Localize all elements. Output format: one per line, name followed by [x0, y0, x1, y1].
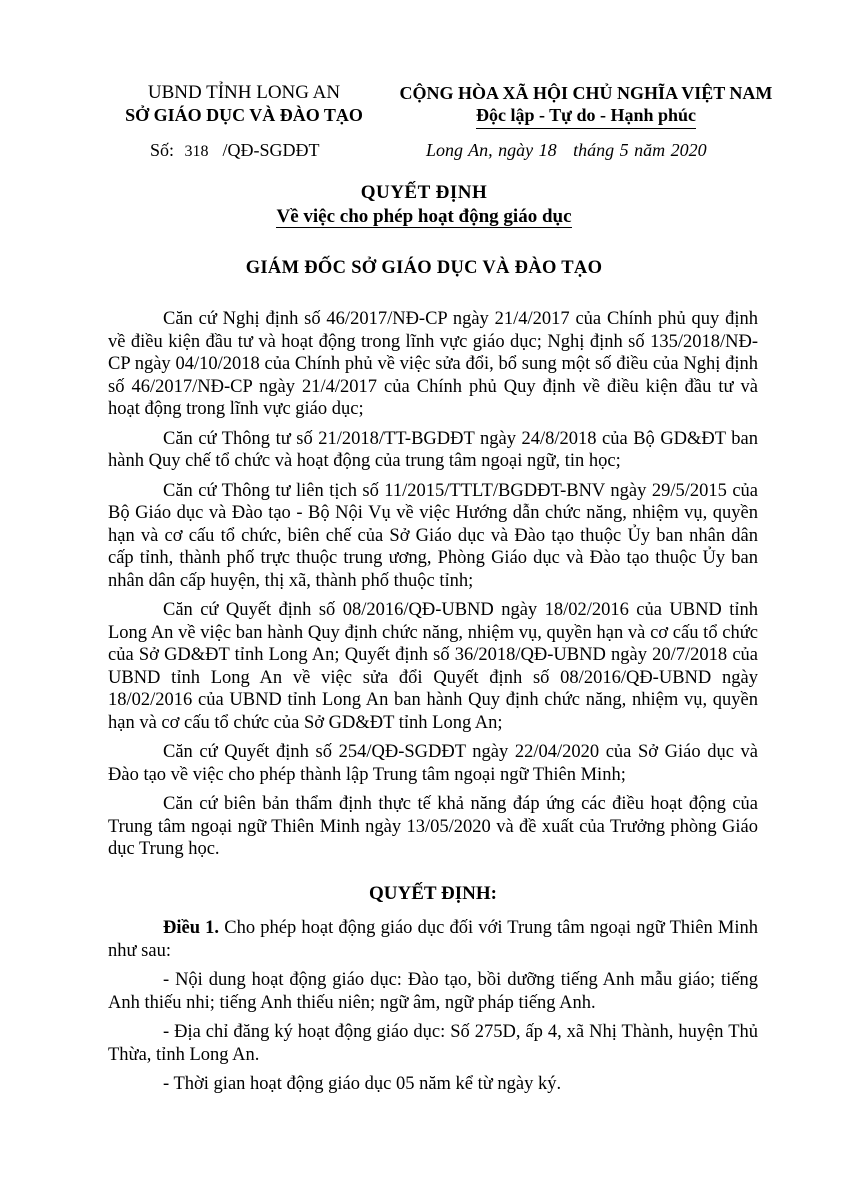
national-header	[384, 82, 788, 129]
article-label: Điều 1.	[163, 918, 220, 938]
legal-basis-paragraph: Căn cứ Thông tư liên tịch số 11/2015/TTLT/BGDĐT-BNV ngày 29/5/2015 của Bộ Giáo dục và Đào tạo - Bộ Nội Vụ về việc Hướng dẫn chức năng, nhiệm vụ, quyền hạn và cơ cấu tổ chức, biên chế của Sở Giáo dục và Đào tạo thuộc Ủy ban nhân dân cấp tỉnh, thành phố trực thuộc trung ương, Phòng Giáo dục và Đào tạo thuộc Ủy ban nhân dân cấp huyện, thị xã, thành phố thuộc tỉnh;	[108, 480, 758, 591]
issue-date: Long An, ngày 18 tháng 5 năm 2020	[426, 140, 707, 160]
document-body	[108, 308, 758, 1103]
national-motto: Độc lập - Tự do - Hạnh phúc	[476, 104, 696, 129]
number-prefix: Số:	[150, 140, 175, 160]
legal-basis-paragraph: Căn cứ Thông tư số 21/2018/TT-BGDĐT ngày 24/8/2018 của Bộ GD&ĐT ban hành Quy chế tổ chức và hoạt động của trung tâm ngoại ngữ, tin học;	[108, 428, 758, 471]
department-name: SỞ GIÁO DỤC VÀ ĐÀO TẠO	[125, 105, 363, 125]
legal-basis-paragraph: Căn cứ Quyết định số 08/2016/QĐ-UBND ngày 18/02/2016 của UBND tỉnh Long An về việc ban hành Quy định chức năng, nhiệm vụ, quyền hạn và cơ cấu tổ chức của Sở GD&ĐT tỉnh Long An; Quyết định số 36/2018/QĐ-UBND ngày 20/7/2018 của UBND tỉnh Long An về việc sửa đổi Quyết định số 08/2016/QĐ-UBND ngày 18/02/2016 của UBND tỉnh Long An ban hành Quy định chức năng, nhiệm vụ, quyền hạn và cơ cấu tổ chức của Sở GD&ĐT tỉnh Long An;	[108, 600, 758, 733]
article-item: - Nội dung hoạt động giáo dục: Đào tạo, bồi dưỡng tiếng Anh mẫu giáo; tiếng Anh thiếu nhi; tiếng Anh thiếu niên; ngữ âm, ngữ pháp tiếng Anh.	[108, 970, 758, 1013]
article-item: - Thời gian hoạt động giáo dục 05 năm kể từ ngày ký.	[163, 1074, 562, 1094]
nation-name: CỘNG HÒA XÃ HỘI CHỦ NGHĨA VIỆT NAM	[399, 83, 773, 103]
legal-basis-paragraph: Căn cứ biên bản thẩm định thực tế khả năng đáp ứng các điều hoạt động của Trung tâm ngoại ngữ Thiên Minh ngày 13/05/2020 và đề xuất của Trưởng phòng Giáo dục Trung học.	[108, 794, 758, 859]
agency-name: UBND TỈNH LONG AN	[147, 82, 341, 103]
document-title: QUYẾT ĐỊNH	[360, 182, 488, 203]
number-value: 318	[184, 143, 209, 160]
document-subject	[0, 206, 848, 228]
article-item: - Địa chỉ đăng ký hoạt động giáo dục: Số 275D, ấp 4, xã Nhị Thành, huyện Thủ Thừa, tỉnh Long An.	[108, 1022, 758, 1065]
article-1	[108, 917, 758, 962]
decision-heading: QUYẾT ĐỊNH:	[369, 882, 497, 904]
article-text: Cho phép hoạt động giáo dục đối với Trung tâm ngoại ngữ Thiên Minh như sau:	[108, 918, 759, 961]
issuing-authority: GIÁM ĐỐC SỞ GIÁO DỤC VÀ ĐÀO TẠO	[245, 258, 603, 278]
issuer-block	[108, 82, 380, 126]
number-suffix: /QĐ-SGDĐT	[222, 140, 320, 160]
legal-basis-paragraph: Căn cứ Nghị định số 46/2017/NĐ-CP ngày 21/4/2017 của Chính phủ quy định về điều kiện đầu tư và hoạt động trong lĩnh vực giáo dục; Nghị định số 135/2018/NĐ-CP ngày 04/10/2018 của Chính phủ về việc sửa đổi, bổ sung một số điều của Nghị định số 46/2017/NĐ-CP ngày 21/4/2017 của Chính phủ Quy định về điều kiện đầu tư và hoạt động trong lĩnh vực giáo dục;	[108, 309, 758, 419]
document-number	[150, 140, 320, 161]
subject-text: Về việc cho phép hoạt động giáo dục	[276, 206, 572, 227]
legal-basis-paragraph: Căn cứ Quyết định số 254/QĐ-SGDĐT ngày 22/04/2020 của Sở Giáo dục và Đào tạo về việc cho phép thành lập Trung tâm ngoại ngữ Thiên Minh;	[108, 742, 758, 785]
